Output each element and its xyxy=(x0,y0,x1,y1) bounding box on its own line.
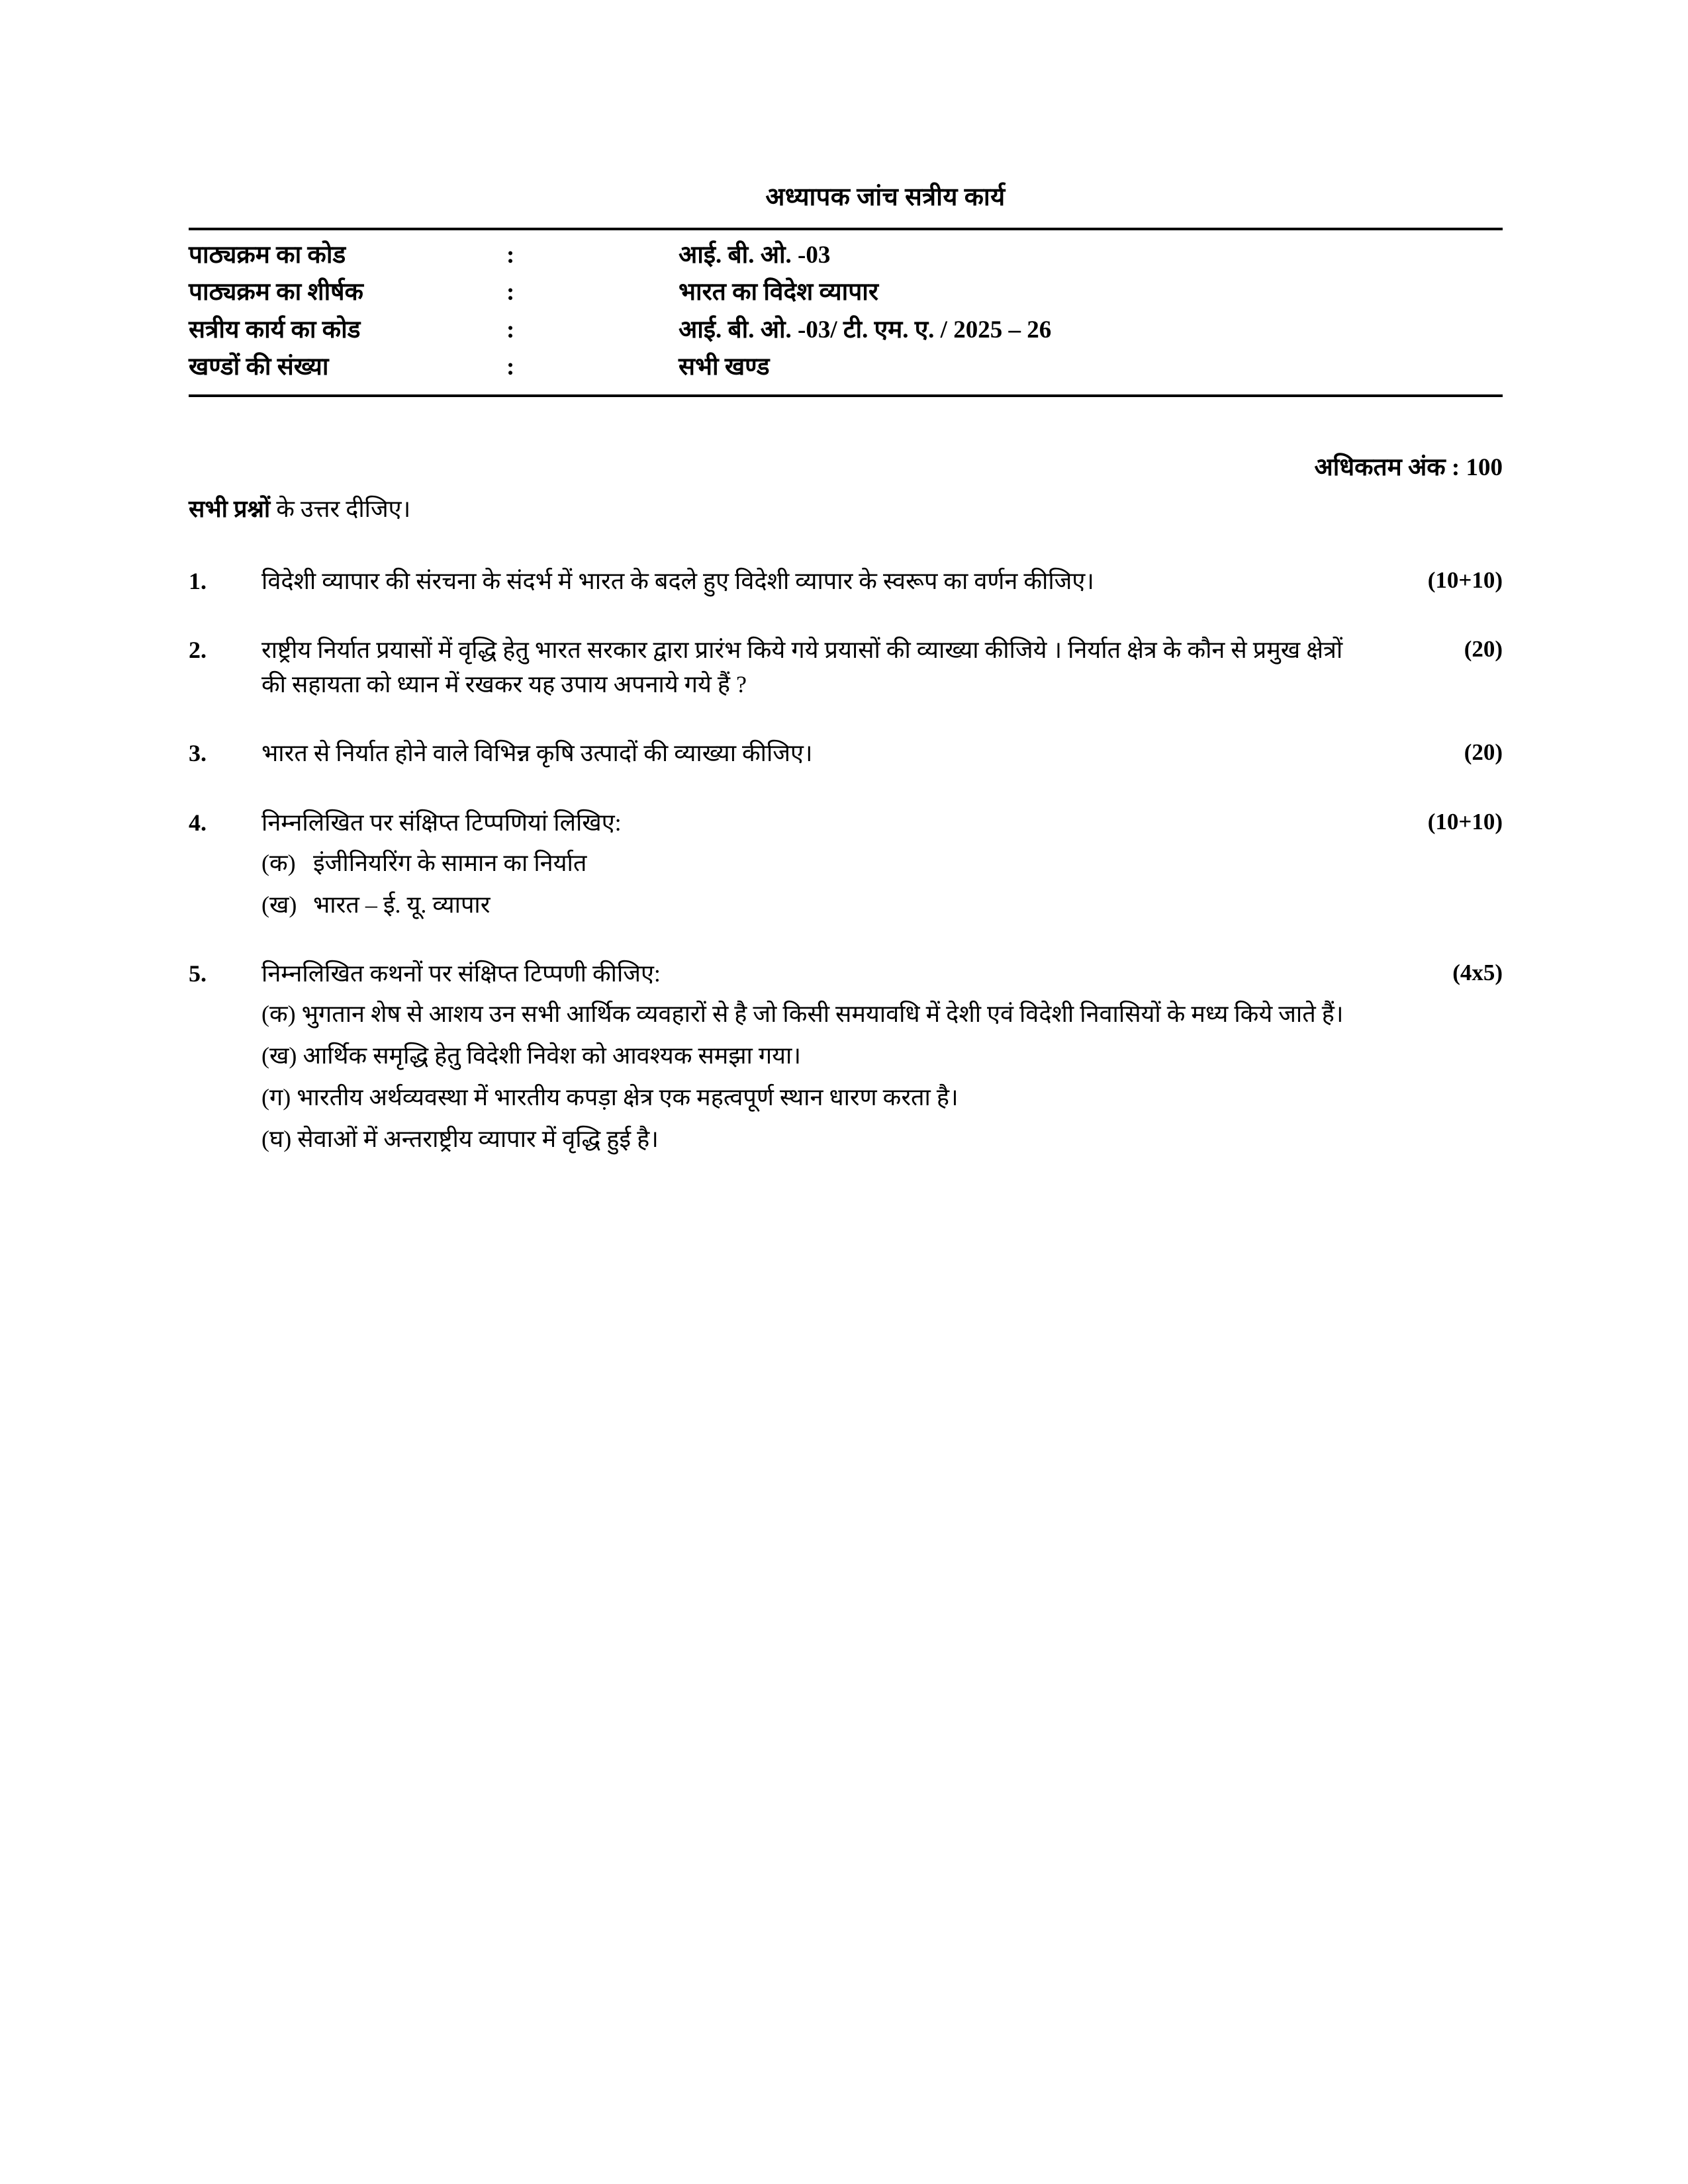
table-row xyxy=(189,312,1503,349)
colon-separator: : xyxy=(506,242,515,269)
subitem-label: (घ) xyxy=(261,1126,292,1153)
question-subitem xyxy=(261,997,1352,1031)
question-subitem xyxy=(261,1122,1352,1156)
question-item-4 xyxy=(189,805,1503,922)
question-number: 3. xyxy=(189,740,207,767)
assignment-code-value: आई. बी. ओ. -03/ टी. एम. ए. / 2025 – 26 xyxy=(679,316,1052,343)
subitem-label: (क) xyxy=(261,849,296,876)
subitem-text: भारतीय अर्थव्यवस्था में भारतीय कपड़ा क्षेत्र एक महत्वपूर्ण स्थान धारण करता है। xyxy=(297,1084,959,1111)
question-item-5 xyxy=(189,956,1503,1157)
colon-separator: : xyxy=(506,353,515,381)
table-row xyxy=(189,349,1503,386)
instruction-text: के उत्तर दीजिए। xyxy=(270,495,411,522)
question-subitem xyxy=(261,846,1352,880)
subitem-label: (ग) xyxy=(261,1084,291,1111)
question-number: 5. xyxy=(189,960,207,987)
question-marks: (10+10) xyxy=(1427,567,1503,593)
question-number: 2. xyxy=(189,636,207,663)
question-marks: (20) xyxy=(1464,739,1503,766)
subitem-text: भुगतान शेष से आशय उन सभी आर्थिक व्यवहारों से है जो किसी समयावधि में देशी एवं विदेशी निवासियों के मध्य किये जाते हैं। xyxy=(301,1001,1344,1028)
question-body xyxy=(261,564,1364,598)
question-body xyxy=(261,633,1364,702)
question-text: विदेशी व्यापार की संरचना के संदर्भ में भारत के बदले हुए विदेशी व्यापार के स्वरूप का वर्णन कीजिए। xyxy=(261,567,1094,594)
subitem-text: आर्थिक समृद्धि हेतु विदेशी निवेश को आवश्यक समझा गया। xyxy=(303,1042,801,1069)
course-details-table xyxy=(189,228,1503,397)
question-subitem xyxy=(261,1081,1352,1115)
question-item-2 xyxy=(189,633,1503,702)
question-body xyxy=(261,736,1364,770)
question-marks: (20) xyxy=(1464,635,1503,662)
page-content xyxy=(189,179,1503,1191)
blocks-count-value: सभी खण्ड xyxy=(679,353,770,381)
question-text: राष्ट्रीय निर्यात प्रयासों में वृद्धि हेतु भारत सरकार द्वारा प्रारंभ किये गये प्रयासों की व्याख्या कीजिये । निर्यात क्षेत्र के कौन से प्रमुख क्षेत्रों की सहायता को ध्यान में रखकर यह उपाय अपनाये गये हैं ? xyxy=(261,636,1343,698)
course-code-label: पाठ्यक्रम का कोड xyxy=(189,242,346,269)
colon-separator: : xyxy=(506,316,515,343)
course-title-label: पाठ्यक्रम का शीर्षक xyxy=(189,279,363,306)
question-subitem xyxy=(261,1039,1352,1073)
question-item-1 xyxy=(189,564,1503,598)
course-title-value: भारत का विदेश व्यापार xyxy=(679,279,878,306)
blocks-count-label: खण्डों की संख्या xyxy=(189,353,329,381)
subitem-text: इंजीनियरिंग के सामान का निर्यात xyxy=(313,849,587,876)
instruction-emphasis: सभी प्रश्नों xyxy=(189,495,271,522)
question-number: 1. xyxy=(189,567,207,594)
question-text: निम्नलिखित पर संक्षिप्त टिप्पणियां लिखिए: xyxy=(261,809,622,836)
assignment-code-label: सत्रीय कार्य का कोड xyxy=(189,316,361,343)
subitem-text: सेवाओं में अन्तराष्ट्रीय व्यापार में वृद्धि हुई है। xyxy=(297,1126,659,1153)
subitem-label: (ख) xyxy=(261,891,297,918)
question-marks: (10+10) xyxy=(1427,808,1503,835)
instruction-line xyxy=(189,492,1503,524)
question-body xyxy=(261,956,1364,1157)
question-subitem xyxy=(261,888,1352,922)
subitem-label: (ख) xyxy=(261,1042,297,1069)
question-marks: (4x5) xyxy=(1452,959,1503,985)
question-number: 4. xyxy=(189,809,207,836)
maximum-marks: अधिकतम अंक : 100 xyxy=(1314,453,1503,481)
question-text: भारत से निर्यात होने वाले विभिन्न कृषि उत्पादों की व्याख्या कीजिए। xyxy=(261,740,813,767)
course-code-value: आई. बी. ओ. -03 xyxy=(679,242,831,269)
table-row xyxy=(189,237,1503,274)
question-text: निम्नलिखित कथनों पर संक्षिप्त टिप्पणी कीजिए: xyxy=(261,960,661,987)
question-body xyxy=(261,805,1364,922)
subitem-label: (क) xyxy=(261,1001,296,1028)
question-item-3 xyxy=(189,736,1503,770)
colon-separator: : xyxy=(506,279,515,306)
subitem-text: भारत – ई. यू. व्यापार xyxy=(313,891,491,918)
page-title: अध्यापक जांच सत्रीय कार्य xyxy=(765,183,1006,211)
table-row xyxy=(189,274,1503,311)
questions-list xyxy=(189,564,1503,1157)
